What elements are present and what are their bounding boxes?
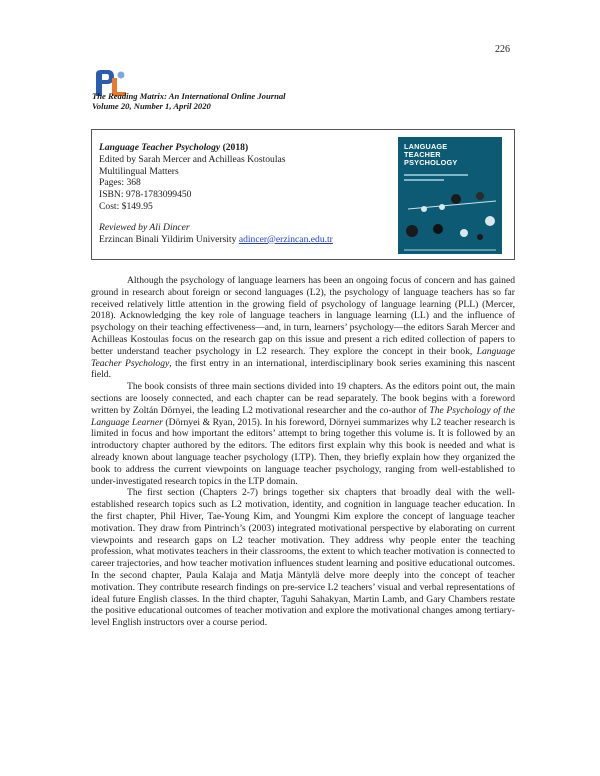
paragraph-text: The first section (Chapters 2-7) brings together six chapters that broadly deal with the well-established research topics such as L2 motivation, identity, and cognition in language teacher education. In the first chapter, Phil Hiver, Tae-Young Kim, and Youngmi Kim explore the concept of language teacher motivation. They draw from Pintrinch’s (2003) integrated motivational perspective by elaborating on current viewpoints and research gaps on L2 teacher motivation. They address why people enter the teaching profession, what motivates teachers in their classrooms, the extent to which teacher motivation is connected to career trajectories, and how teacher motivation influences student learning and positive educational outcomes. In the second chapter, Paula Kalaja and Matja Mäntylä delve more deeply into the concept of teacher motivation. They contribute research findings on pre-service L2 teachers’ visual and verbal representations of ideal future English classes. In the third chapter, Taguhi Sahakyan, Martin Lamb, and Gary Chambers restate the positive educational outcomes of teacher motivation and explore the motivational changes among tertiary-level English instructors over a course period. [91, 487, 515, 629]
paragraph-text: The book consists of three main sections divided into 19 chapters. As the editors point out, the main sections are loosely connected, and each chapter can be read separately. The book begins with a foreword written by Zoltán Dörnyei, the leading L2 motivational researcher and the co-author of [91, 381, 515, 416]
book-pages: Pages: 368 [99, 177, 141, 189]
journal-header [92, 91, 286, 111]
book-title-reference: Language Teacher Psychology [91, 345, 515, 369]
review-body [91, 275, 515, 629]
book-title-reference: The Psychology of the Language Learner [91, 404, 515, 428]
book-cost: Cost: $149.95 [99, 200, 153, 212]
paragraph-text: Although the psychology of language learners has been an ongoing focus of concern and has gained ground in research about foreign or second languages (L2), the psychology of language teachers has so far received relatively little attention in the growing field of psychology of language learning (PLL) (Mercer, 2018). Acknowledging the key role of language teachers in language learning (LL) and the influence of psychology on their teaching effectiveness—and, in turn, learners’ psychology—the editors Sarah Mercer and Achilleas Kostoulas focus on the research gap on this issue and present a rich edited collection of papers to better understand teacher psychology in L2 research. They explore the concept in their book, [91, 275, 515, 357]
book-editors: Edited by Sarah Mercer and Achilleas Kostoulas [99, 153, 286, 165]
reviewer-email-link[interactable]: adincer@erzincan.edu.tr [238, 233, 333, 245]
cover-footer-line [404, 249, 496, 251]
reviewer: Reviewed by Ali Dincer [99, 221, 190, 233]
cover-balance-balls-art [398, 187, 502, 245]
book-title: Language Teacher Psychology [99, 142, 221, 153]
paragraph-text: (Dörnyei & Ryan, 2015). In his foreword, Dörnyei summarizes why L2 teacher research is limited in focus and how important the editors’ attempt to bring together this volume is. It is followed by an introductory chapter authored by the editors. The editors first explain why this book is needed and what is already known about language teacher psychology (LTP). Then, they briefly explain how they organized the book to address the current viewpoints on language teacher psychology, ranging from well-established to under-investigated research topics in the LTP domain. [91, 416, 515, 487]
reviewer-affiliation: Erzincan Binali Yildirim University [99, 233, 237, 245]
paragraph [91, 487, 515, 629]
cover-title: LANGUAGE TEACHER PSYCHOLOGY [404, 142, 458, 167]
book-publisher: Multilingual Matters [99, 165, 179, 177]
reviewer-affiliation-line [99, 234, 333, 246]
cover-subtitle-line [404, 179, 444, 181]
journal-issue: Volume 20, Number 1, April 2020 [92, 101, 211, 111]
paragraph-text: , the first entry in an international, interdisciplinary book series examining this nascent field. [91, 357, 515, 381]
book-title-line [99, 142, 333, 154]
book-isbn: ISBN: 978-1783099450 [99, 189, 192, 201]
book-info [99, 142, 333, 245]
page-number: 226 [495, 44, 510, 55]
book-year: (2018) [222, 142, 249, 153]
book-cover-image [398, 137, 502, 254]
journal-name: The Reading Matrix: An International Online Journal [92, 91, 286, 101]
paragraph [91, 275, 515, 381]
paragraph [91, 381, 515, 487]
book-review-box [91, 129, 515, 260]
cover-subtitle-line [404, 174, 468, 176]
